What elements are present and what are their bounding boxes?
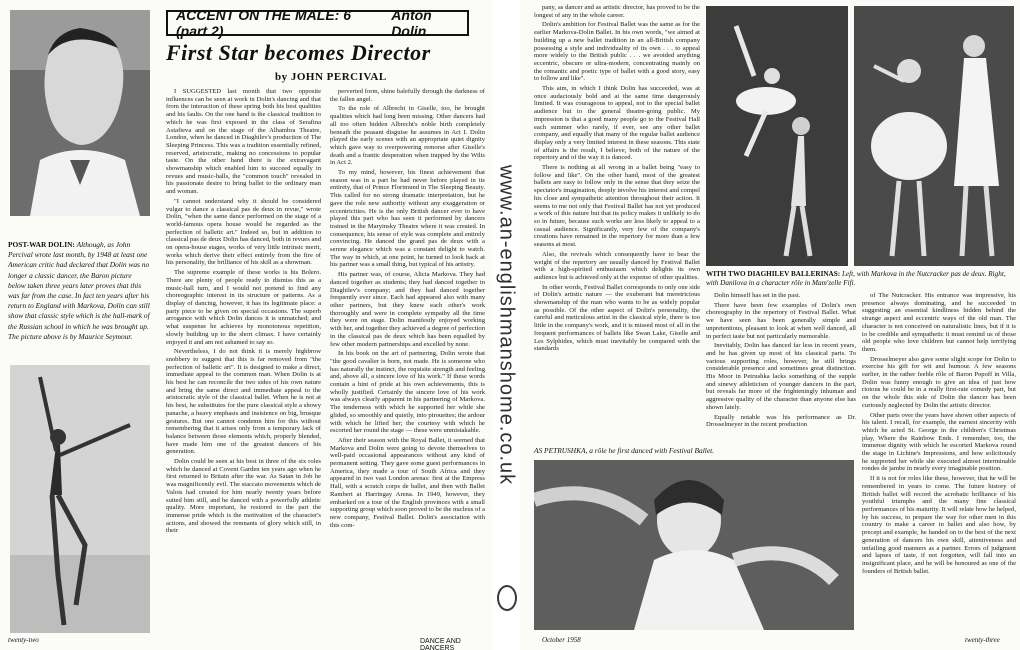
portrait-caption-lead: POST-WAR DOLIN: [8, 240, 75, 249]
paragraph: Dolin could be seen at his best in three of the six roles which he danced at Covent Garden ten years ago when he first returned to Britain after the war. As Satan in Job he was magnificently evil. The staccato movements which de Valois had created for him nearly twenty years before suited him still, and he danced with a powerfully athletic quality. More important, he restored to the part the immense pride which is the motivation of the character's actions, and showed the remnants of glory which still, in their [166, 458, 321, 535]
article-byline: by JOHN PERCIVAL [275, 71, 387, 83]
dolin-portrait-photo [10, 10, 150, 216]
paragraph: There is nothing at all wrong in a ballet being "easy to follow and like". On the other hand, most of the greatest ballets are easy to follow only in the sense that they seize the spectator's imagination, deeply involve his interest and compel his close and sympathetic attention throughout their action. It seems to me not only that Festival Ballet has not yet produced a work of this nature but that its policy makes it unlikely to do so in future, because such works are less likely to appeal to a casual audience. Significantly, very few of the company's creations have remained in the repertory for more than a few seasons at most. [534, 164, 700, 249]
paragraph: "I cannot understand why it should be considered vulgar to dance a classical pas de deux in revue," wrote Dolin, "when the same dance performed on the stage of a world-famous opera house would be regarded as the perfection of balletic art." Indeed so, but in addition to classical pas de deux Dolin has danced, both in revues and on opera-house stages, works of very little intrinsic merit, works which derive their effect entirely from the fire of his personality, the brilliance of his skill as a showman. [166, 197, 321, 267]
right-folio-page-number: twenty-three [965, 636, 1000, 644]
paragraph: His partner was, of course, Alicia Markova. They had danced together as students; they had danced together in Diaghilev's company; and they had danced together frequently ever since. Each had appeared also with many other partners, but they knew each other's work thoroughly and were in complete sympathy all the time they were on stage. Dolin manifestly enjoyed working with her, and together they achieved a degree of perfection in the classical pas de deux which has been equalled by few other modern partnerships and excelled by none. [330, 271, 485, 348]
portrait-caption-text: Although, as John Percival wrote last month, by 1948 at least one American critic had declared that Dolin was no longer a classic dancer, the Baron picture below taken three years later proves that this was far from the case. In fact ten years after his return to England with Markova, Dolin can still show that classic style which is the hall-mark of the Russian school in which he was brought up. [8, 240, 150, 331]
right-page [520, 0, 1020, 650]
right-text-column-3 [862, 292, 1016, 634]
paragraph: perverted form, shine balefully through the darkness of the fallen angel. [330, 88, 485, 103]
paragraph: of The Nutcracker. His entrance was impressive, his presence always dominating, and he succeeded in suggesting an essential kindliness hidden behind the strange aspect and eccentric ways of the old man. The character is not conceived on naturalistic lines, but if it is to be credible and sympathetic it must remind us of those old people who love children but cannot help terrifying them. [862, 292, 1016, 353]
left-text-column-2 [330, 88, 485, 632]
paragraph: Also, the revivals which consequently have to bear the weight of the repertory are usually danced by Festival Ballet with a high-spirited enthusiasm which delights its own audience but is achieved only at the expense of other qualities. [534, 250, 700, 281]
watermark-logo-icon [497, 585, 517, 611]
paragraph: Dolin himself has set in the past. [714, 292, 801, 299]
portrait-caption [8, 240, 150, 342]
paragraph: Drosselmeyer also gave some slight scope for Dolin to exercise his gift for wit and humour. A few seasons earlier, in the rather feeble rôle of Baron Popoff in Villa, Dolin was funny enough to give an idea of just how riotous he could be in a really first-rate comedy part, but on the whole this side of Dolin the dancer has been curiously neglected by Dolin the artistic director. [862, 355, 1016, 409]
paragraph: Dolin's ambition for Festival Ballet was the same as for the earlier Markova-Dolin Ballet. In his own words, "we aimed at building up a new ballet tradition in an all-British company possessing a style and individuality of its own . . . to appeal more widely to the British public . . . we avoided anything eccentric, obscure or ultra-modern, concentrating mainly on the romantic and poetic type of ballet with a good story, easy to follow and like". [534, 21, 700, 83]
right-text-column-2 [706, 292, 856, 442]
ballerinas-caption [706, 270, 1012, 289]
paragraph: This aim, in which I think Dolin has succeeded, was at once audaciously bold and at the same time dangerously limited. It was courageous to appeal, not to the special ballet audience but to the general theatre-going public. My impression is that a good many people go to the Festival Hall each summer who rarely, if ever, see any other ballet company, and equally that many of the regular ballet audience display only a very limited interest in these seasons. This state of affairs is the result, I believe, both of the nature of the repertory and of the way it is danced. [534, 85, 700, 162]
ballerinas-caption-text: Left, with Markova in the Nutcracker pas de deux. Right, with Danilova in a character rôle in Mam'zelle Fifi. [706, 270, 1006, 288]
paragraph: To the role of Albrecht in Giselle, too, he brought qualities which had long been missing. Other dancers had all too often hidden Albrecht's noble birth completely beneath the peasant disguise he assumes in Act I. Dolin played the early scenes with an appropriate quiet dignity which gave way to overpowering remorse after Giselle's death and a frantic desperation when trapped by the Wilis in Act 2. [330, 105, 485, 167]
petrushka-caption: AS PETRUSHKA, a rôle he first danced with Festival Ballet. [534, 446, 715, 455]
series-label: ACCENT ON THE MALE: 6 (part 2) [176, 7, 351, 39]
left-text-column-1 [166, 88, 321, 638]
paragraph: Other parts over the years have shown other aspects of his talent. I recall, for example, the earnest sincerity with which he acted St. George in the children's Christmas play, Where the Rainbow Ends. I remember, too, the immense dignity with which he escorted Markova round the stage in Lichine's Impressions, and how solicitously he supported her while she executed almost interminable rondes de jambe in nearly every imaginable position. [862, 411, 1016, 473]
paragraph: pany, as dancer and as artistic director, has proved to be the longest of any in the whole career. [534, 4, 700, 19]
paragraph: Nevertheless, I do not think it is merely highbrow snobbery to suggest that this is far removed from "the perfection of balletic art". It is designed to make a direct, immediate appeal to the common man. When Dolin is at his best he can reconcile the two sides of his own nature and bring the same direct and immediate appeal to the aristocratic style of the classical ballet. When he is not at his best, he substitutes for the pure classical style a showy panache, a heavy emphasis and insistence on big, brusque gestures. But one cannot condemn him for this without remembering that it arises only from a temporary lack of balance between those elements which, properly blended, have made him one of the greatest dancers of his generation. [166, 348, 321, 456]
paragraph: The supreme example of these works is his Bolero. There are plenty of people ready to dismiss this as a music-hall turn, and I would not pretend to find any choreographic interest in its structure or patterns. As a display of dancing, however, it has its legitimate place: a party piece to be given on special occasions. The superb arrogance with which Dolin dances it is unmatched; and what suspense he achieves by monotonous repetition, slowly building up to the short climax. I have certainly enjoyed it and am not ashamed to say so. [166, 269, 321, 346]
ballerinas-caption-lead: WITH TWO DIAGHILEV BALLERINAS: [706, 270, 841, 278]
paragraph: To my mind, however, his finest achievement that season was in a part he had never before played in its entirety, that of Prince Florimund in The Sleeping Beauty. This called for no strong dramatic interpretation, but he gave the role new authority without any exaggeration or eccentricities. He is the only British dancer ever to have played this part who has seen it performed by dancers trained in the Maryinsky Theatre where it was created. In consequence, his sense of style was complete and entirely convincing. He danced the grand pas de deux with a serene elegance which was a constant delight to watch. The way in which, at one point, he turned to look back at his partner was a small thing, but typical of his artistry. [330, 169, 485, 269]
paragraph: In his book on the art of partnering, Dolin wrote that "the good cavalier is born, not made. He is someone who has naturally the instinct, the requisite strength and feeling and, above all, a sincere love of his work." If these words contain a hint of pride at his own achievements, this is wholly justified. Certainly the sincere love of his work was always clearly apparent in his partnering of Markova. The tenderness with which he supported her while she glided, so smoothly and quietly, into pirouettes; the ardour with which he lifted her; the courtesy with which he escorted her round the stage — these were unmistakable. [330, 350, 485, 435]
paragraph: In other words, Festival Ballet corresponds to only one side of Dolin's artistic nature — the exuberant but meretricious showmanship of the man who wants to be as widely popular as possible. Of the other aspect of Dolin's personality, the careful and meticulous artist in the classical style, there is too little in the company's work, and it is missed most of all in the frequent performances of ballets like Swan Lake, Giselle and Les Sylphides, which must inevitably be compared with the standards [534, 283, 700, 353]
left-folio-magazine-title: DANCE AND DANCERS [420, 638, 461, 650]
markova-nutcracker-photo [706, 6, 848, 266]
left-page [0, 0, 492, 650]
paragraph: Inevitably, Dolin has danced far less in recent years, and he has given up most of his classical parts. To various supporting roles, however, he still brings considerable presence and sometimes great distinction. His Moor in Petrushka lacks something of the supple and sinewy athleticism of younger dancers in the part, but reveals far more of the frighteningly inhuman and aggressive quality of the character than anyone else has shown lately. [706, 342, 856, 411]
portrait-credit: The picture above is by Maurice Seymour. [8, 331, 133, 341]
right-text-column-1 [534, 4, 700, 444]
paragraph: I SUGGESTED last month that two opposite influences can be seen at work in Dolin's dancing and that from the interaction of these spring both his best qualities and his faults. On the one hand is the classical tradition to which he was first exposed in the class of Serafina Astafieva and on the stage of the Alhambra Theatre, London, when he danced in Diaghilev's production of The Sleeping Princess. This was a tradition essentially refined, reserved, aristocratic, making no concessions to popular taste. On the other hand there is the extravagant showmanship which enabled him to succeed equally in revues and music-halls, the "common touch" revealed in his passionate desire to bring ballet to the ordinary man and woman. [166, 88, 321, 196]
danilova-mamzelle-fifi-photo [854, 6, 1014, 266]
paragraph: If it is not for roles like these, however, that he will be remembered in years to come. The future history of British ballet will record the acrobatic brilliance of his youthful triumphs and the many fine classical performances of his maturity. It will relate how he helped, by his success, to prepare the way for other men in this country to make a career in ballet and also how, by precept and example, he handed on to the best of the next generation of dancers his own skill, attentiveness and unfailing good manners as a partner. Errors of judgment and lapses of taste, if not forgotten, will fall into an insignificant place, and he will be honoured as one of the founders of British ballet. [862, 475, 1016, 575]
series-author: Anton Dolin [391, 7, 432, 39]
dolin-dance-photo [10, 365, 150, 633]
paragraph: After their season with the Royal Ballet, it seemed that Markova and Dolin were going to devote themselves to well-paid occasional appearances without any kind of permanent setting. They gave some guest performances in America, they made a tour of South Africa and they appeared in two vast London arenas: first at the Empress Hall, with a scratch corps de ballet, and then with Ballet Rambert at Harringay Arena. In 1949, however, they embarked on a tour of the English provinces with a small supporting group which soon proved to be the nucleus of a new company, Festival Ballet. Dolin's association with this com- [330, 436, 485, 529]
paragraph: There have been few examples of Dolin's own choreography in the repertory of Festival Ballet. What we have seen has been generally simple and unpretentious, pleasant to look at when well danced, all in perfect taste but not particularly memorable. [706, 301, 856, 340]
right-folio-date: October 1958 [542, 636, 581, 644]
left-folio-page-number: twenty-two [8, 636, 39, 644]
website-watermark: www.an-englishmanshome.co.uk [495, 164, 518, 486]
petrushka-photo [534, 460, 854, 630]
article-headline: First Star becomes Director [166, 40, 431, 65]
paragraph: Equally notable was his performance as Dr. Drosselmeyer in the recent production [706, 413, 856, 429]
series-header-box [166, 7, 469, 39]
